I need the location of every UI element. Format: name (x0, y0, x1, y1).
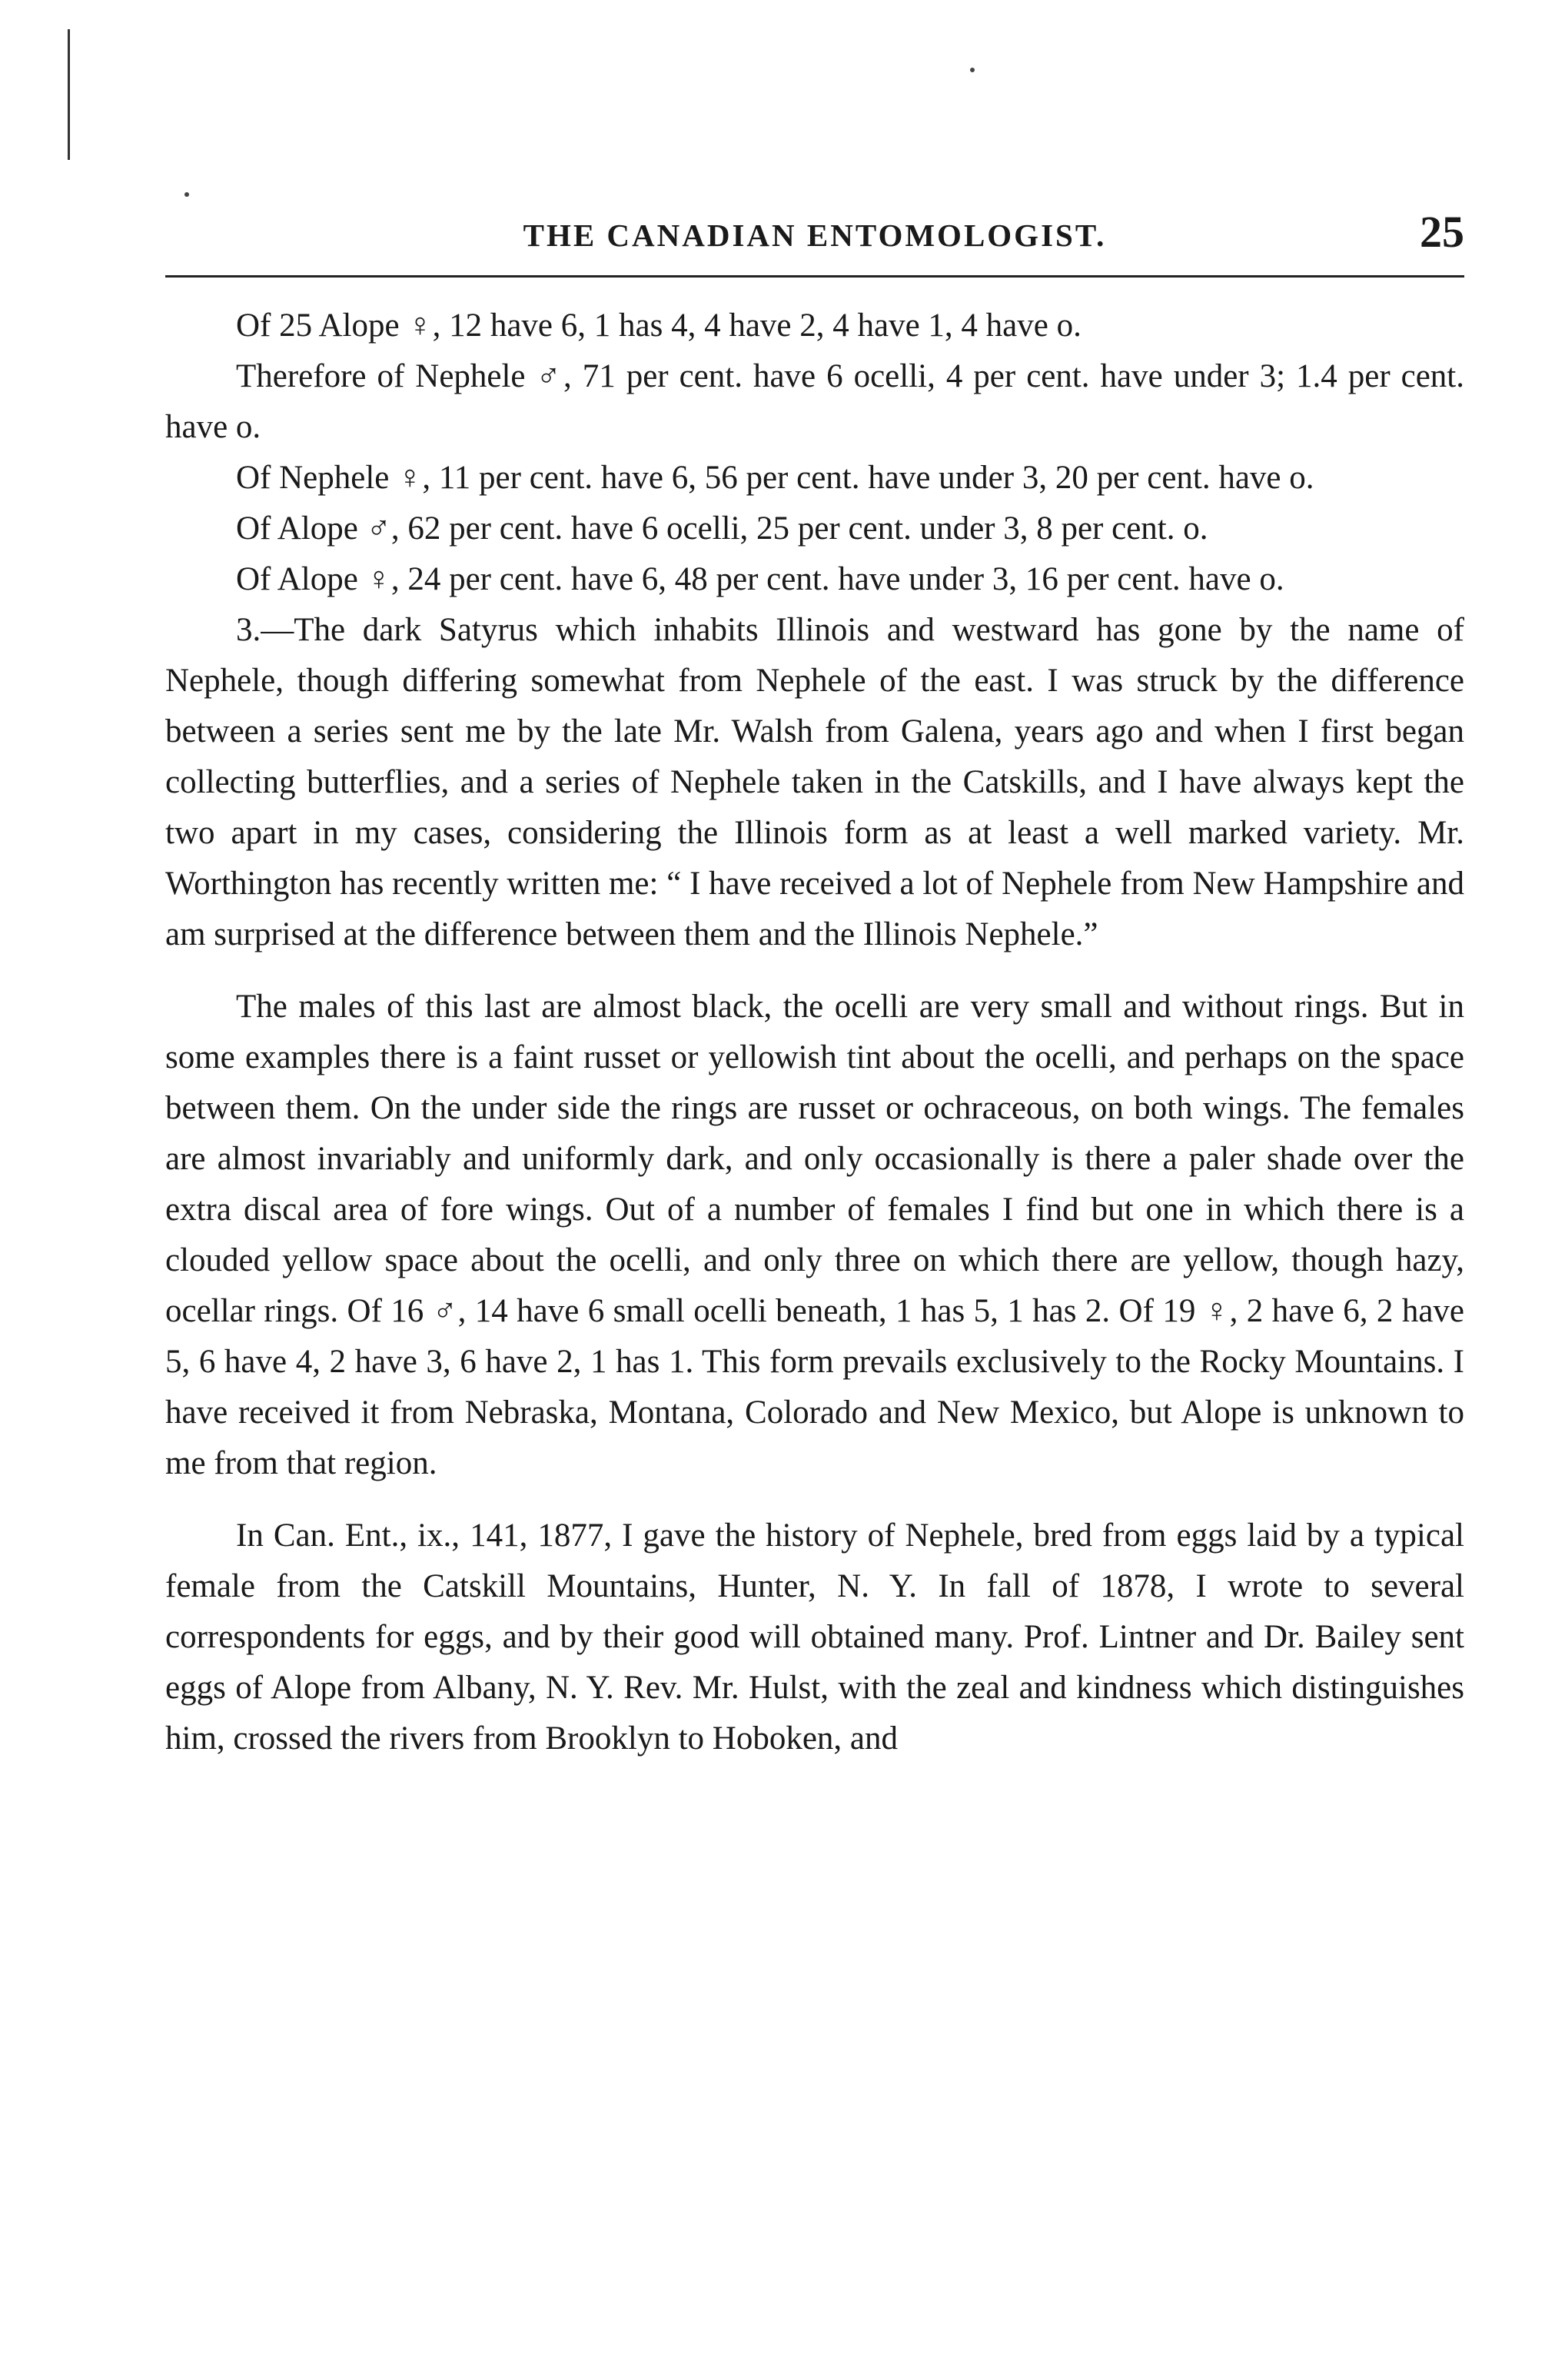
paragraph: Of Nephele ♀, 11 per cent. have 6, 56 per cent. have under 3, 20 per cent. have o. (236, 460, 1314, 496)
journal-title: THE CANADIAN ENTOMOLOGIST. (523, 218, 1107, 253)
body-text (165, 301, 1464, 1764)
running-header (165, 200, 1464, 261)
scan-speck (184, 192, 189, 197)
paragraph: 3.—The dark Satyrus which inhabits Illinois and westward has gone by the name of Nephele, though differing somewhat from Nephele of the east. I was struck by the difference between a series sent me by the late Mr. Walsh from Galena, years ago and when I first began collecting butterflies, and a series of Nephele taken in the Catskills, and I have always kept the two apart in my cases, considering the Illinois form as at least a well marked variety. Mr. Worthington has recently written me: “ I have received a lot of Nephele from New Hampshire and am surprised at the difference between them and the Illinois Nephele.” (165, 612, 1464, 952)
header-rule (165, 275, 1464, 278)
page-number: 25 (1420, 207, 1464, 257)
margin-scan-mark (68, 29, 73, 160)
paragraph: Of Alope ♀, 24 per cent. have 6, 48 per cent. have under 3, 16 per cent. have o. (236, 561, 1284, 597)
paragraph: Of 25 Alope ♀, 12 have 6, 1 has 4, 4 have 2, 4 have 1, 4 have o. (236, 307, 1082, 344)
paragraph: The males of this last are almost black, the ocelli are very small and without rings. But in some examples there is a faint russet or yellowish tint about the ocelli, and perhaps on the space between them. On the under side the rings are russet or ochraceous, on both wings. The females are almost invariably and uniformly dark, and only occasionally is there a paler shade over the extra discal area of fore wings. Out of a number of females I find but one in which there is a clouded yellow space about the ocelli, and only three on which there are yellow, though hazy, ocellar rings. Of 16 ♂, 14 have 6 small ocelli beneath, 1 has 5, 1 has 2. Of 19 ♀, 2 have 6, 2 have 5, 6 have 4, 2 have 3, 6 have 2, 1 has 1. This form prevails exclusively to the Rocky Mountains. I have received it from Nebraska, Montana, Colorado and New Mexico, but Alope is unknown to me from that region. (165, 989, 1464, 1481)
paragraph: Of Alope ♂, 62 per cent. have 6 ocelli, 25 per cent. under 3, 8 per cent. o. (236, 510, 1208, 547)
paragraph: In Can. Ent., ix., 141, 1877, I gave the history of Nephele, bred from eggs laid by a typical female from the Catskill Mountains, Hunter, N. Y. In fall of 1878, I wrote to several correspondents for eggs, and by their good will obtained many. Prof. Lintner and Dr. Bailey sent eggs of Alope from Albany, N. Y. Rev. Mr. Hulst, with the zeal and kindness which distinguishes him, crossed the rivers from Brooklyn to Hoboken, and (165, 1517, 1464, 1757)
scan-speck (970, 68, 975, 72)
page-body (165, 200, 1464, 1764)
paragraph: Therefore of Nephele ♂, 71 per cent. have 6 ocelli, 4 per cent. have under 3; 1.4 per cent. have o. (165, 358, 1464, 445)
